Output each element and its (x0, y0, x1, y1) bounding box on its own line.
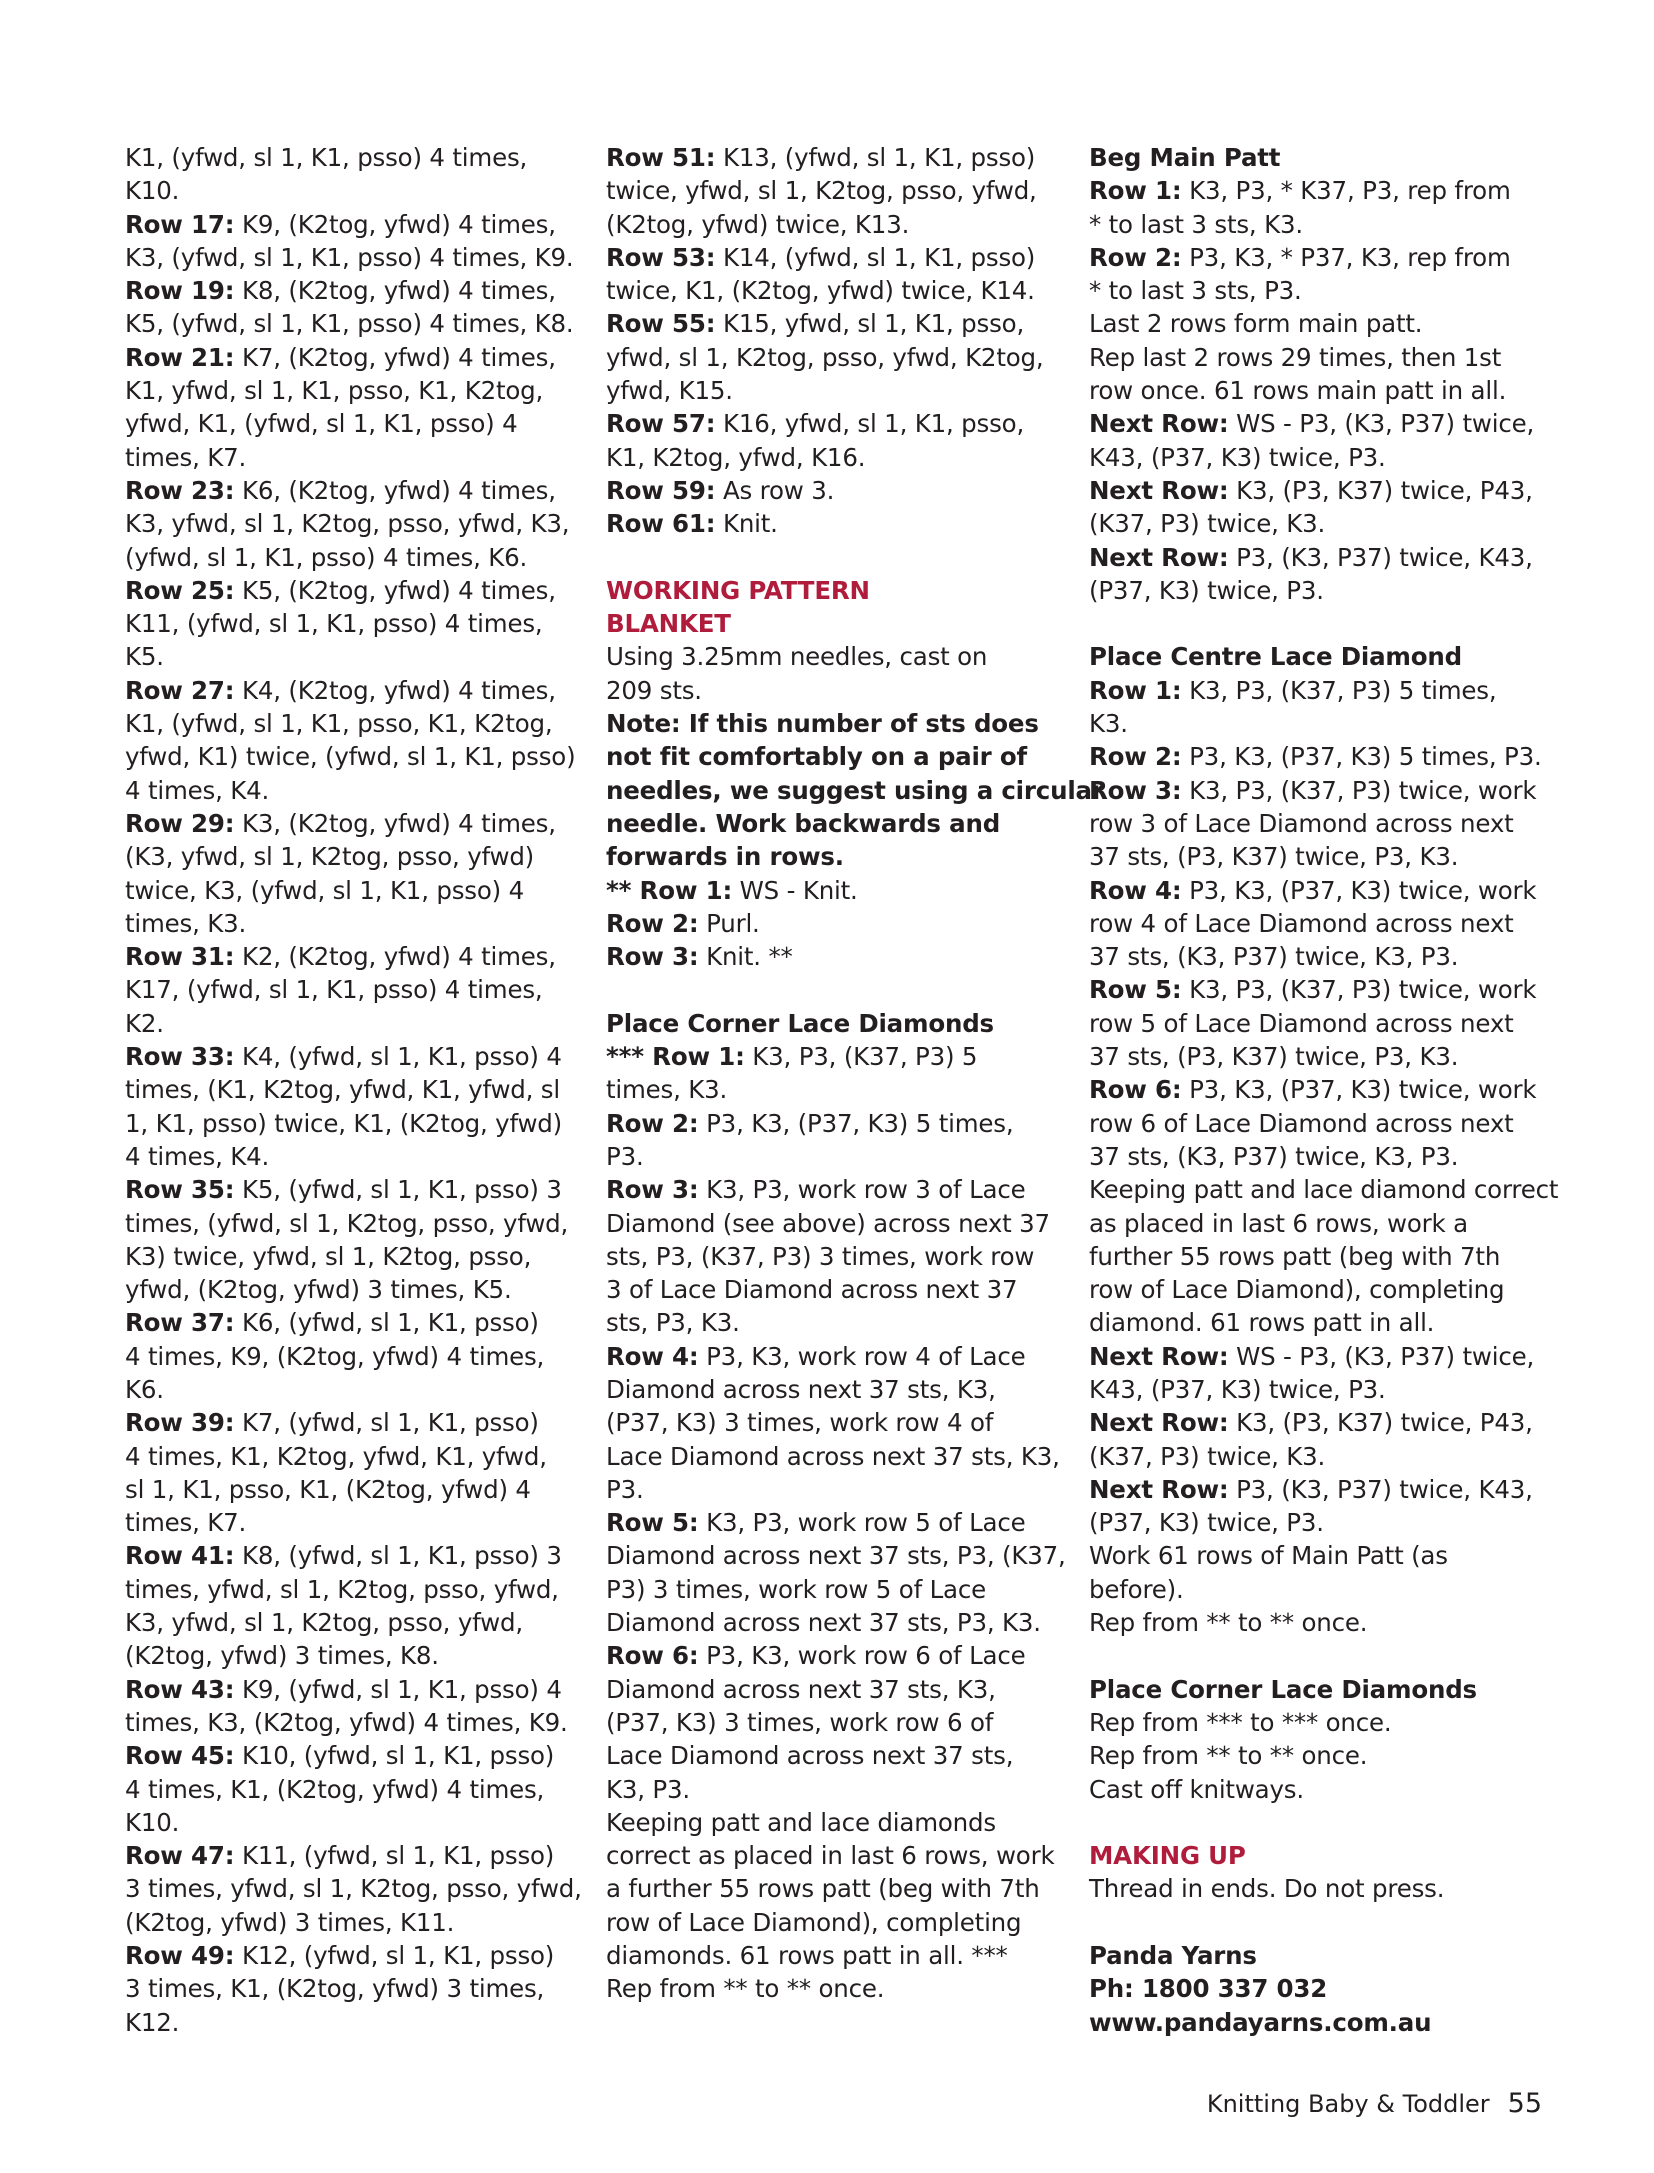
row-instruction: P3, K3, (P37, K3) twice, work (1181, 1075, 1537, 1105)
text-line: (K3, yfwd, sl 1, K2tog, psso, yfwd) (125, 842, 535, 872)
text-line: sts, P3, K3. (606, 1308, 740, 1338)
row-label: Row 51: (606, 143, 716, 172)
row-instruction: K12, (yfwd, sl 1, K1, psso) (234, 1941, 555, 1971)
text-line: (P37, K3) twice, P3. (1089, 1508, 1324, 1538)
row-instruction: P3, (K3, P37) twice, K43, (1228, 1474, 1533, 1504)
pattern-row-line (125, 1739, 580, 1772)
pattern-row-line (1089, 474, 1544, 507)
text-line: row of Lace Diamond), completing (606, 1907, 1022, 1937)
bold-text-line: Panda Yarns (1089, 1941, 1257, 1971)
pattern-row-line (606, 474, 1061, 507)
row-instruction: K10, (yfwd, sl 1, K1, psso) (234, 1741, 555, 1771)
text-line: Lace Diamond across next 37 sts, (606, 1741, 1014, 1771)
pattern-row-line (125, 1939, 580, 1972)
bold-text-line: Ph: 1800 337 032 (1089, 1974, 1328, 2004)
bold-text-line: Place Corner Lace Diamonds (606, 1008, 994, 1038)
row-label: Row 19: (125, 276, 235, 306)
row-label: Row 47: (125, 1841, 235, 1871)
row-instruction: WS - Knit. (732, 875, 858, 905)
text-line: P3) 3 times, work row 5 of Lace (606, 1574, 986, 1604)
text-line: (P37, K3) 3 times, work row 4 of (606, 1408, 994, 1438)
text-line: K2. (125, 1008, 164, 1038)
text-line: Diamond across next 37 sts, K3, (606, 1374, 996, 1404)
row-label: Row 31: (125, 942, 235, 972)
row-label: Row 53: (606, 242, 716, 272)
row-instruction: K6, (K2tog, yfwd) 4 times, (234, 475, 556, 505)
text-line: P3. (606, 1474, 644, 1504)
row-instruction: K5, (K2tog, yfwd) 4 times, (234, 575, 556, 605)
row-label: Next Row: (1089, 1474, 1229, 1504)
text-line: Rep from ** to ** once. (606, 1974, 885, 2004)
row-label: Row 2: (1089, 242, 1182, 272)
text-line: K3, (yfwd, sl 1, K1, psso) 4 times, K9. (125, 242, 574, 272)
row-instruction: K3, (K2tog, yfwd) 4 times, (234, 808, 556, 838)
pattern-row-line (1089, 1473, 1544, 1506)
row-instruction: K2, (K2tog, yfwd) 4 times, (234, 942, 556, 972)
text-line: times, K7. (125, 1508, 247, 1538)
row-instruction: K6, (yfwd, sl 1, K1, psso) (234, 1308, 539, 1338)
text-line: row once. 61 rows main patt in all. (1089, 376, 1507, 406)
row-label: Row 1: (1089, 176, 1182, 206)
row-instruction: K8, (K2tog, yfwd) 4 times, (234, 276, 556, 306)
row-instruction: K8, (yfwd, sl 1, K1, psso) 3 (234, 1541, 562, 1571)
text-line: yfwd, K1, (yfwd, sl 1, K1, psso) 4 (125, 409, 518, 439)
text-line: 1, K1, psso) twice, K1, (K2tog, yfwd) (125, 1108, 562, 1138)
text-line: times, K7. (125, 442, 247, 472)
row-instruction: K16, yfwd, sl 1, K1, psso, (715, 409, 1025, 439)
row-instruction: As row 3. (715, 475, 835, 505)
row-instruction: K3, P3, (K37, P3) 5 times, (1181, 675, 1497, 705)
row-label: Next Row: (1089, 542, 1229, 572)
text-line: before). (1089, 1574, 1184, 1604)
text-line: K6. (125, 1374, 164, 1404)
text-line: times, K3, (K2tog, yfwd) 4 times, K9. (125, 1707, 568, 1737)
row-label: Row 55: (606, 309, 716, 339)
row-label: Next Row: (1089, 409, 1229, 439)
text-line: P3. (606, 1141, 644, 1171)
row-instruction: P3, K3, * P37, K3, rep from (1181, 242, 1511, 272)
pattern-row-line (125, 1839, 580, 1872)
pattern-row-line (1089, 1073, 1544, 1106)
pattern-row-line (1089, 174, 1544, 207)
pattern-row-line (606, 1340, 1061, 1373)
row-label: Row 45: (125, 1741, 235, 1771)
bold-text-line: forwards in rows. (606, 842, 844, 872)
row-instruction: K7, (K2tog, yfwd) 4 times, (234, 342, 556, 372)
bold-text-line: not fit comfortably on a pair of (606, 742, 1027, 772)
text-line: twice, K3, (yfwd, sl 1, K1, psso) 4 (125, 875, 524, 905)
pattern-row-line (1089, 1406, 1544, 1439)
text-line: 3 times, yfwd, sl 1, K2tog, psso, yfwd, (125, 1874, 582, 1904)
text-line: Diamond across next 37 sts, P3, (K37, (606, 1541, 1066, 1571)
row-label: Row 3: (1089, 775, 1182, 805)
section-heading: BLANKET (606, 609, 731, 639)
pattern-row-line (125, 1040, 580, 1073)
pattern-row-line (606, 141, 1061, 174)
row-instruction: P3, K3, work row 4 of Lace (698, 1341, 1026, 1371)
text-line: K3. (1089, 709, 1128, 739)
text-line: Rep from ** to ** once. (1089, 1741, 1368, 1771)
text-line: (K2tog, yfwd) twice, K13. (606, 209, 910, 239)
text-line: times, (yfwd, sl 1, K2tog, psso, yfwd, (125, 1208, 569, 1238)
pattern-row-line (606, 307, 1061, 340)
text-line: 4 times, K9, (K2tog, yfwd) 4 times, (125, 1341, 545, 1371)
pattern-row-line (125, 1306, 580, 1339)
page-footer (1207, 2088, 1542, 2119)
row-label: Row 33: (125, 1042, 235, 1072)
text-line: row 6 of Lace Diamond across next (1089, 1108, 1514, 1138)
row-instruction: K3, (P3, K37) twice, P43, (1228, 475, 1533, 505)
text-line: sl 1, K1, psso, K1, (K2tog, yfwd) 4 (125, 1474, 531, 1504)
row-label: Row 3: (606, 1175, 699, 1205)
text-line: Lace Diamond across next 37 sts, K3, (606, 1441, 1060, 1471)
row-label: Row 35: (125, 1175, 235, 1205)
row-label: Row 2: (1089, 742, 1182, 772)
text-line: Rep from *** to *** once. (1089, 1707, 1392, 1737)
row-instruction: WS - P3, (K3, P37) twice, (1228, 409, 1535, 439)
text-line: 37 sts, (K3, P37) twice, K3, P3. (1089, 1141, 1459, 1171)
pattern-row-line (125, 1539, 580, 1572)
text-line: Work 61 rows of Main Patt (as (1089, 1541, 1448, 1571)
text-column-middle (606, 141, 1104, 2006)
row-label: *** Row 1: (606, 1042, 745, 1072)
text-line: twice, yfwd, sl 1, K2tog, psso, yfwd, (606, 176, 1037, 206)
row-label: Row 17: (125, 209, 235, 239)
pattern-row-line (606, 407, 1061, 440)
text-line: (K37, P3) twice, K3. (1089, 1441, 1326, 1471)
bold-text-line: needles, we suggest using a circular (606, 775, 1104, 805)
row-label: Row 49: (125, 1941, 235, 1971)
text-line: Diamond across next 37 sts, P3, K3. (606, 1608, 1041, 1638)
row-label: Next Row: (1089, 1341, 1229, 1371)
text-line: Thread in ends. Do not press. (1089, 1874, 1445, 1904)
bold-text-line: Note: If this number of sts does (606, 709, 1039, 739)
text-line: K1, yfwd, sl 1, K1, psso, K1, K2tog, (125, 376, 544, 406)
text-line: Diamond (see above) across next 37 (606, 1208, 1050, 1238)
row-instruction: K14, (yfwd, sl 1, K1, psso) (715, 242, 1036, 272)
row-label: Row 2: (606, 908, 699, 938)
bold-text-line: Beg Main Patt (1089, 143, 1281, 172)
text-line: (P37, K3) twice, P3. (1089, 575, 1324, 605)
text-line: (K37, P3) twice, K3. (1089, 509, 1326, 539)
text-line: 209 sts. (606, 675, 702, 705)
text-line: 4 times, K4. (125, 1141, 270, 1171)
row-label: Row 23: (125, 475, 235, 505)
row-instruction: K9, (K2tog, yfwd) 4 times, (234, 209, 556, 239)
pattern-row-line (125, 940, 580, 973)
row-label: ** Row 1: (606, 875, 733, 905)
paragraph-spacer (606, 973, 1061, 1006)
pattern-row-line (606, 507, 1061, 540)
text-line: 37 sts, (K3, P37) twice, K3, P3. (1089, 942, 1459, 972)
text-line: further 55 rows patt (beg with 7th (1089, 1241, 1501, 1271)
text-line: K3, yfwd, sl 1, K2tog, psso, yfwd, (125, 1608, 523, 1638)
pattern-row-line (1089, 874, 1544, 907)
row-label: Row 5: (1089, 975, 1182, 1005)
pattern-row-line (1089, 407, 1544, 440)
pattern-row-line (1089, 1340, 1544, 1373)
pattern-row-line (606, 1506, 1061, 1539)
text-line: (K2tog, yfwd) 3 times, K8. (125, 1641, 439, 1671)
text-line: * to last 3 sts, K3. (1089, 209, 1303, 239)
text-line: yfwd, sl 1, K2tog, psso, yfwd, K2tog, (606, 342, 1044, 372)
row-instruction: K9, (yfwd, sl 1, K1, psso) 4 (234, 1674, 562, 1704)
row-label: Row 43: (125, 1674, 235, 1704)
text-line: diamonds. 61 rows patt in all. *** (606, 1941, 1008, 1971)
row-instruction: P3, K3, (P37, K3) 5 times, (698, 1108, 1014, 1138)
row-label: Row 1: (1089, 675, 1182, 705)
text-line: diamond. 61 rows patt in all. (1089, 1308, 1435, 1338)
text-line: K17, (yfwd, sl 1, K1, psso) 4 times, (125, 975, 543, 1005)
text-line: K10. (125, 1807, 180, 1837)
text-line: (K2tog, yfwd) 3 times, K11. (125, 1907, 455, 1937)
row-instruction: Purl. (698, 908, 760, 938)
row-instruction: K11, (yfwd, sl 1, K1, psso) (234, 1841, 555, 1871)
row-instruction: K3, P3, * K37, P3, rep from (1181, 176, 1511, 206)
row-label: Row 2: (606, 1108, 699, 1138)
row-instruction: K15, yfwd, sl 1, K1, psso, (715, 309, 1025, 339)
text-line: row of Lace Diamond), completing (1089, 1275, 1505, 1305)
text-line: 4 times, K4. (125, 775, 270, 805)
text-line: 3 of Lace Diamond across next 37 (606, 1275, 1018, 1305)
text-line: 4 times, K1, K2tog, yfwd, K1, yfwd, (125, 1441, 547, 1471)
text-line: yfwd, (K2tog, yfwd) 3 times, K5. (125, 1275, 512, 1305)
text-line: Keeping patt and lace diamond correct (1089, 1175, 1559, 1205)
row-label: Row 4: (1089, 875, 1182, 905)
text-line: yfwd, K1) twice, (yfwd, sl 1, K1, psso) (125, 742, 576, 772)
text-line: K1, (yfwd, sl 1, K1, psso, K1, K2tog, (125, 709, 553, 739)
text-column-right (1089, 141, 1559, 2039)
row-label: Row 41: (125, 1541, 235, 1571)
text-line: row 5 of Lace Diamond across next (1089, 1008, 1514, 1038)
row-label: Row 37: (125, 1308, 235, 1338)
text-line: times, yfwd, sl 1, K2tog, psso, yfwd, (125, 1574, 559, 1604)
text-line: K1, K2tog, yfwd, K16. (606, 442, 866, 472)
text-line: times, (K1, K2tog, yfwd, K1, yfwd, sl (125, 1075, 560, 1105)
pattern-row-line (606, 1173, 1061, 1206)
row-instruction: K5, (yfwd, sl 1, K1, psso) 3 (234, 1175, 562, 1205)
row-label: Row 61: (606, 509, 716, 539)
text-line: K5, (yfwd, sl 1, K1, psso) 4 times, K8. (125, 309, 574, 339)
text-line: Diamond across next 37 sts, K3, (606, 1674, 996, 1704)
pattern-row-line (125, 341, 580, 374)
text-line: row 3 of Lace Diamond across next (1089, 808, 1514, 838)
row-label: Row 6: (606, 1641, 699, 1671)
row-instruction: P3, K3, (P37, K3) twice, work (1181, 875, 1537, 905)
text-line: K1, (yfwd, sl 1, K1, psso) 4 times, (125, 143, 528, 172)
text-column-left (125, 141, 580, 2039)
text-line: Keeping patt and lace diamonds (606, 1807, 996, 1837)
text-line: Cast off knitways. (1089, 1774, 1304, 1804)
text-line: K3, yfwd, sl 1, K2tog, psso, yfwd, K3, (125, 509, 570, 539)
text-line: K5. (125, 642, 164, 672)
pattern-row-line (1089, 541, 1544, 574)
paragraph-spacer (1089, 607, 1544, 640)
row-label: Row 25: (125, 575, 235, 605)
text-line: Last 2 rows form main patt. (1089, 309, 1423, 339)
bold-text-line: Place Corner Lace Diamonds (1089, 1674, 1477, 1704)
text-line: K12. (125, 2007, 180, 2037)
paragraph-spacer (1089, 1806, 1544, 1839)
section-heading: MAKING UP (1089, 1841, 1246, 1871)
row-label: Row 6: (1089, 1075, 1182, 1105)
row-label: Row 59: (606, 475, 716, 505)
row-instruction: K4, (K2tog, yfwd) 4 times, (234, 675, 556, 705)
text-line: sts, P3, (K37, P3) 3 times, work row (606, 1241, 1035, 1271)
pattern-row-line (1089, 774, 1544, 807)
row-label: Row 3: (606, 942, 699, 972)
row-instruction: K4, (yfwd, sl 1, K1, psso) 4 (234, 1042, 562, 1072)
pattern-row-line (125, 474, 580, 507)
row-instruction: K3, (P3, K37) twice, P43, (1228, 1408, 1533, 1438)
pattern-row-line (606, 1040, 1061, 1073)
row-label: Row 29: (125, 808, 235, 838)
pattern-row-line (606, 1107, 1061, 1140)
pattern-row-line (606, 907, 1061, 940)
row-label: Row 39: (125, 1408, 235, 1438)
text-line: Using 3.25mm needles, cast on (606, 642, 988, 672)
text-line: times, K3. (606, 1075, 728, 1105)
row-label: Next Row: (1089, 475, 1229, 505)
pattern-row-line (125, 274, 580, 307)
text-line: K43, (P37, K3) twice, P3. (1089, 442, 1386, 472)
row-label: Next Row: (1089, 1408, 1229, 1438)
pattern-row-line (606, 874, 1061, 907)
text-line: K11, (yfwd, sl 1, K1, psso) 4 times, (125, 609, 543, 639)
bold-text-line: needle. Work backwards and (606, 808, 1001, 838)
paragraph-spacer (1089, 1639, 1544, 1672)
pattern-row-line (1089, 674, 1544, 707)
text-line: Rep from ** to ** once. (1089, 1608, 1368, 1638)
text-line: 37 sts, (P3, K37) twice, P3, K3. (1089, 1042, 1459, 1072)
row-instruction: Knit. (715, 509, 778, 539)
row-instruction: K7, (yfwd, sl 1, K1, psso) (234, 1408, 539, 1438)
row-label: Row 27: (125, 675, 235, 705)
text-line: a further 55 rows patt (beg with 7th (606, 1874, 1040, 1904)
text-line: times, K3. (125, 908, 247, 938)
pattern-row-line (125, 574, 580, 607)
pattern-row-line (125, 1406, 580, 1439)
text-line: K43, (P37, K3) twice, P3. (1089, 1374, 1386, 1404)
text-line: yfwd, K15. (606, 376, 733, 406)
row-label: Row 21: (125, 342, 235, 372)
row-instruction: P3, (K3, P37) twice, K43, (1228, 542, 1533, 572)
publication-title: Knitting Baby & Toddler (1206, 2090, 1490, 2118)
pattern-row-line (1089, 241, 1544, 274)
row-instruction: K13, (yfwd, sl 1, K1, psso) (715, 143, 1036, 172)
row-instruction: K3, P3, work row 3 of Lace (698, 1175, 1026, 1205)
row-label: Row 5: (606, 1508, 699, 1538)
row-instruction: P3, K3, (P37, K3) 5 times, P3. (1181, 742, 1542, 772)
text-line: K3, P3. (606, 1774, 690, 1804)
pattern-row-line (125, 1173, 580, 1206)
paragraph-spacer (606, 541, 1061, 574)
row-instruction: K3, P3, (K37, P3) twice, work (1181, 775, 1537, 805)
bold-text-line: www.pandayarns.com.au (1089, 2007, 1432, 2037)
row-instruction: K3, P3, (K37, P3) 5 (744, 1042, 978, 1072)
text-line: correct as placed in last 6 rows, work (606, 1841, 1055, 1871)
text-line: (P37, K3) 3 times, work row 6 of (606, 1707, 994, 1737)
text-line: K3) twice, yfwd, sl 1, K2tog, psso, (125, 1241, 532, 1271)
paragraph-spacer (1089, 1906, 1544, 1939)
text-line: twice, K1, (K2tog, yfwd) twice, K14. (606, 276, 1035, 306)
section-heading: WORKING PATTERN (606, 575, 870, 605)
pattern-row-line (606, 940, 1061, 973)
text-line: Rep last 2 rows 29 times, then 1st (1089, 342, 1502, 372)
row-instruction: K3, P3, work row 5 of Lace (698, 1508, 1026, 1538)
pattern-row-line (125, 674, 580, 707)
pattern-row-line (606, 241, 1061, 274)
row-instruction: Knit. ** (698, 942, 793, 972)
text-line: 37 sts, (P3, K37) twice, P3, K3. (1089, 842, 1459, 872)
bold-text-line: Place Centre Lace Diamond (1089, 642, 1462, 672)
text-line: row 4 of Lace Diamond across next (1089, 908, 1514, 938)
pattern-row-line (125, 1673, 580, 1706)
row-label: Row 57: (606, 409, 716, 439)
text-line: 4 times, K1, (K2tog, yfwd) 4 times, (125, 1774, 545, 1804)
pattern-row-line (1089, 973, 1544, 1006)
pattern-row-line (125, 807, 580, 840)
row-instruction: P3, K3, work row 6 of Lace (698, 1641, 1026, 1671)
row-instruction: K3, P3, (K37, P3) twice, work (1181, 975, 1537, 1005)
text-line: (yfwd, sl 1, K1, psso) 4 times, K6. (125, 542, 528, 572)
text-line: K10. (125, 176, 180, 206)
text-line: 3 times, K1, (K2tog, yfwd) 3 times, (125, 1974, 545, 2004)
pattern-row-line (606, 1639, 1061, 1672)
text-line: as placed in last 6 rows, work a (1089, 1208, 1468, 1238)
pattern-row-line (125, 208, 580, 241)
page-number: 55 (1507, 2088, 1542, 2119)
row-label: Row 4: (606, 1341, 699, 1371)
row-instruction: WS - P3, (K3, P37) twice, (1228, 1341, 1535, 1371)
pattern-row-line (1089, 740, 1544, 773)
text-line: * to last 3 sts, P3. (1089, 276, 1302, 306)
